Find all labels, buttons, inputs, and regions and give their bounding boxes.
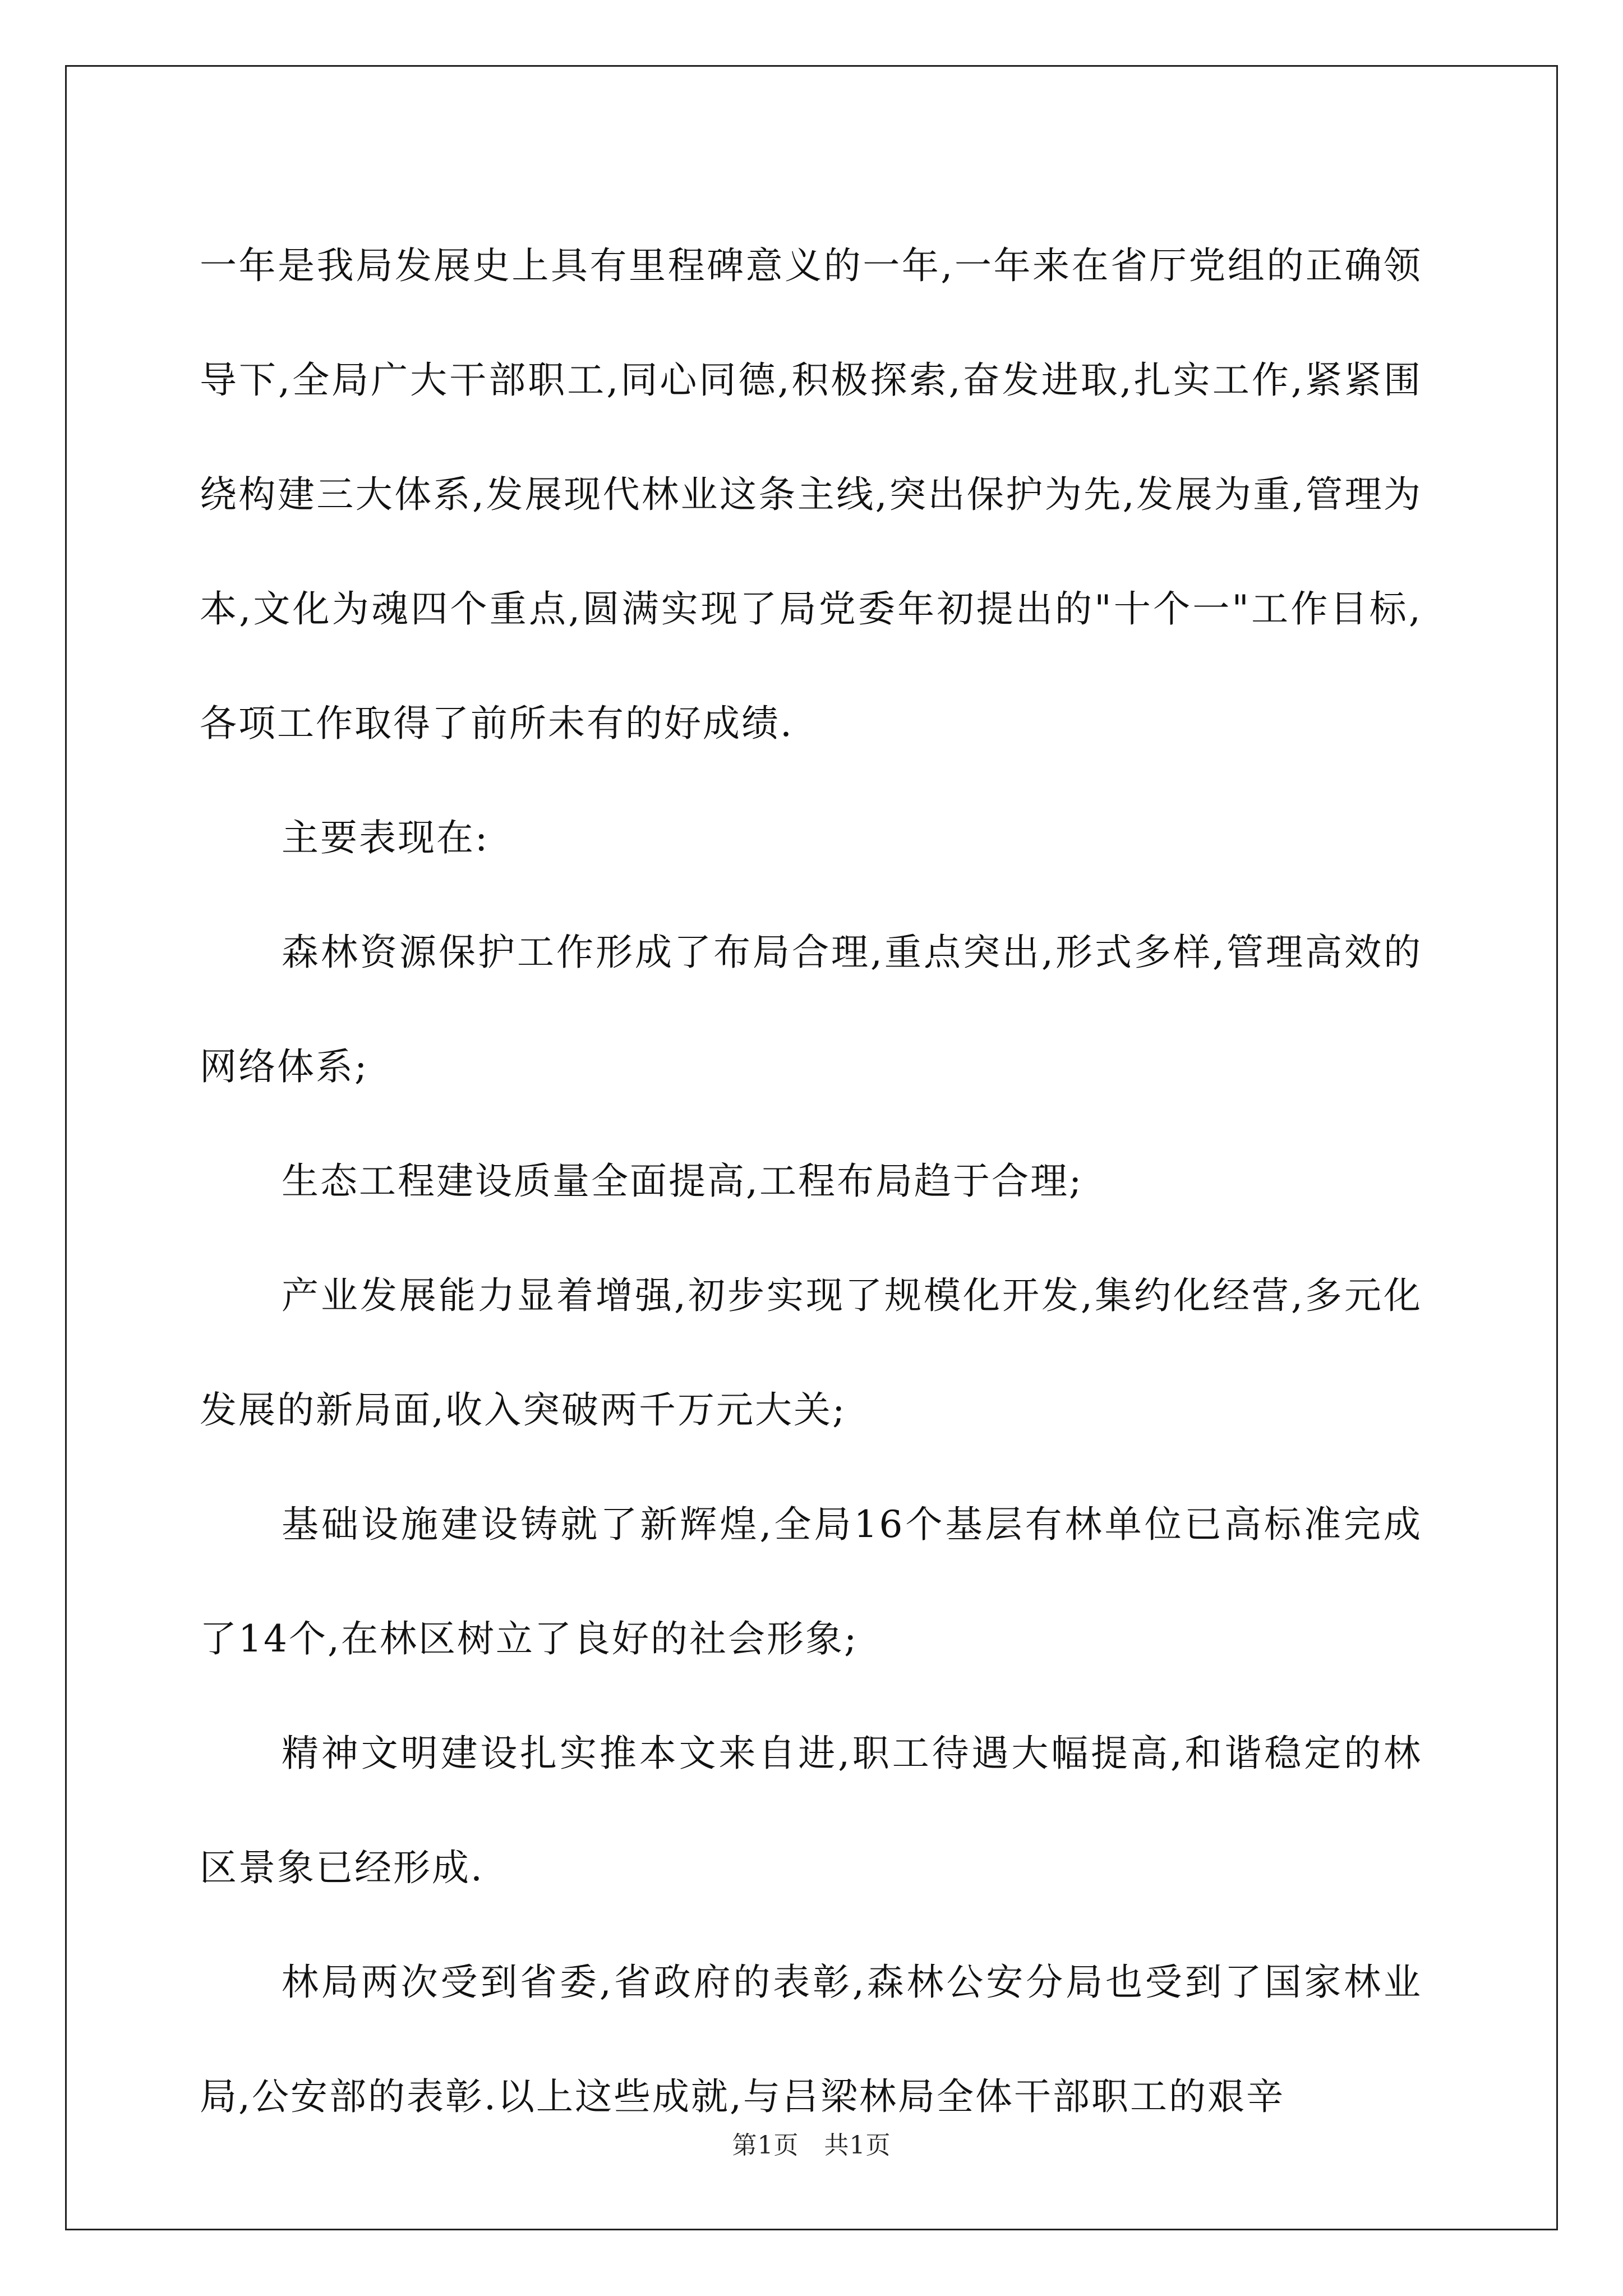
paragraph-1: 一年是我局发展史上具有里程碑意义的一年,一年来在省厅党组的正确领导下,全局广大干部职工,同心同德,积极探索,奋发进取,扎实工作,紧紧围绕构建三大体系,发展现代林业这条主线,突出保护为先,发展为重,管理为本,文化为魂四个重点,圆满实现了局党委年初提出的"十个一"工作目标,各项工作取得了前所未有的好成绩. (200, 244, 1422, 745)
paragraph-3: 森林资源保护工作形成了布局合理,重点突出,形式多样,管理高效的网络体系; (200, 931, 1422, 1088)
page-footer: 第1页 共1页 (732, 2131, 891, 2160)
paragraph-8: 林局两次受到省委,省政府的表彰,森林公安分局也受到了国家林业局,公安部的表彰.以上这些成就,与吕梁林局全体干部职工的艰辛 (200, 1961, 1422, 2118)
document-body (200, 209, 1422, 2154)
paragraph-6: 基础设施建设铸就了新辉煌,全局16个基层有林单位已高标准完成了14个,在林区树立了良好的社会形象; (200, 1503, 1422, 1660)
paragraph-4: 生态工程建设质量全面提高,工程布局趋于合理; (282, 1159, 1083, 1203)
paragraph-2: 主要表现在: (282, 816, 490, 859)
paragraph-7: 精神文明建设扎实推本文来自进,职工待遇大幅提高,和谐稳定的林区景象已经形成. (200, 1732, 1422, 1889)
paragraph-5: 产业发展能力显着增强,初步实现了规模化开发,集约化经营,多元化发展的新局面,收入突破两千万元大关; (200, 1274, 1422, 1432)
